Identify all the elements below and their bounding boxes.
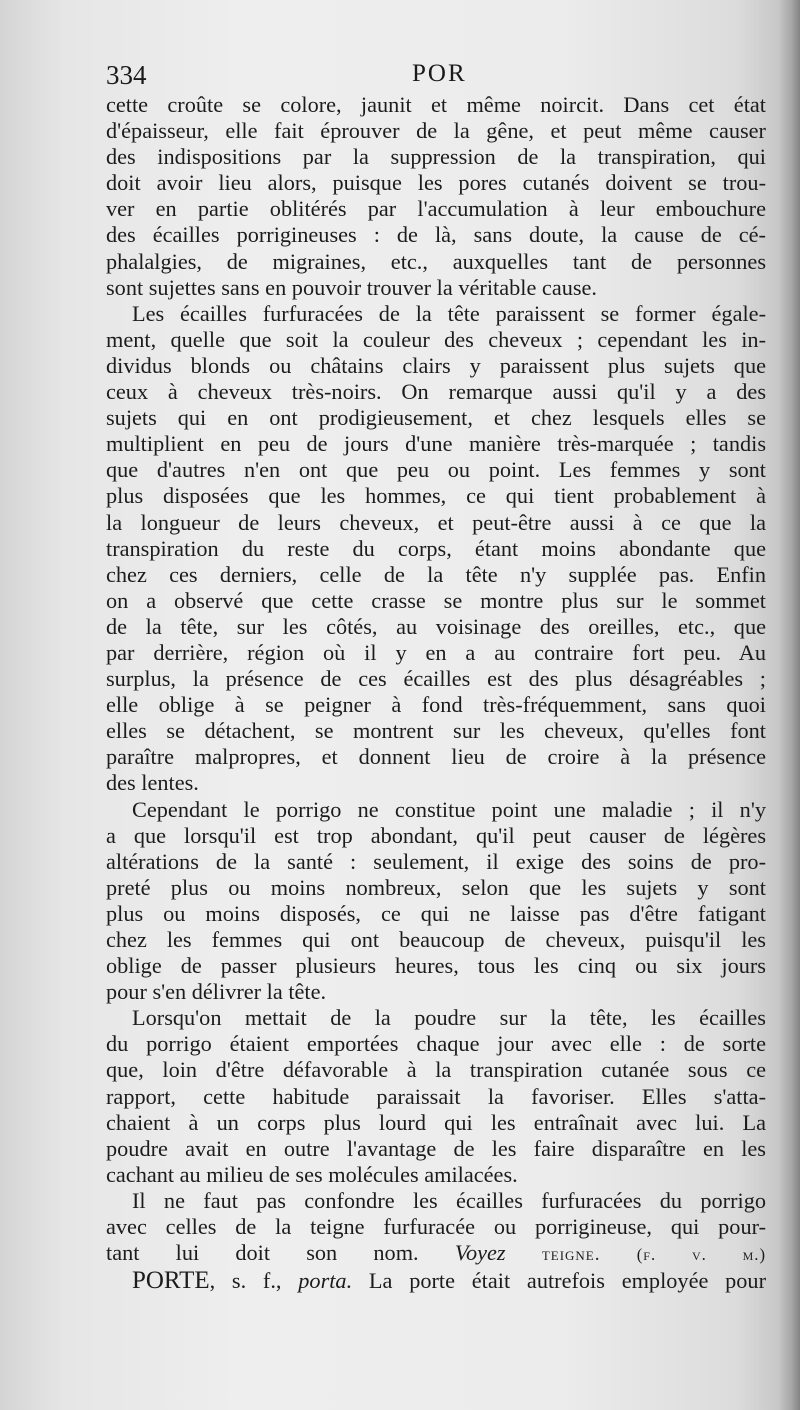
text-line: d'épaisseur, elle fait éprouver de la gêne, et peut même causer	[106, 118, 766, 144]
text-line: oblige de passer plusieurs heures, tous les cinq ou six jours	[106, 953, 766, 979]
paragraph-5	[106, 1188, 766, 1268]
text-line: surplus, la présence de ces écailles est des plus désagréables ;	[106, 666, 766, 692]
text-line: par derrière, région où il y en a au contraire fort peu. Au	[106, 639, 766, 665]
text-line: ver en partie oblitérés par l'accumulation à leur embouchure	[106, 196, 766, 222]
entry-grammar: , s. f.,	[209, 1268, 299, 1294]
dictionary-entry	[106, 1268, 766, 1294]
text-segment: tant lui doit son nom.	[106, 1240, 419, 1266]
text-line: pour s'en délivrer la tête.	[106, 979, 327, 1005]
text-line: altérations de la santé : seulement, il exige des soins de pro-	[106, 848, 766, 874]
text-line: avec celles de la teigne furfuracée ou porrigineuse, qui pour-	[106, 1214, 766, 1240]
entry-latin: porta.	[298, 1268, 353, 1294]
text-line: a que lorsqu'il est trop abondant, qu'il peut causer de légères	[106, 822, 766, 848]
entry-line	[106, 1268, 766, 1294]
text-line: paraître malpropres, et donnent lieu de croire à la présence	[106, 744, 766, 770]
body-text	[106, 92, 766, 1294]
page-number: 334	[106, 60, 147, 90]
text-line: la longueur de leurs cheveux, et peut-être aussi à ce que la	[106, 509, 766, 535]
text-line: ment, quelle que soit la couleur des cheveux ; cependant les in-	[106, 326, 766, 352]
text-line: transpiration du reste du corps, étant moins abondante que	[106, 535, 766, 561]
paragraph-3	[106, 797, 766, 1006]
text-line: multiplient en peu de jours d'une manière très-marquée ; tandis	[106, 431, 766, 457]
author-signature: (f. v. m.)	[636, 1245, 767, 1265]
text-line: que d'autres n'en ont que peu ou point. Les femmes y sont	[106, 457, 766, 483]
cross-reference-link[interactable]: teigne.	[541, 1244, 601, 1266]
text-line: Les écailles furfuracées de la tête paraissent se former égale-	[132, 300, 766, 326]
text-line: chez ces derniers, celle de la tête n'y supplée pas. Enfin	[106, 561, 766, 587]
see-also-label: Voyez	[454, 1240, 506, 1266]
page-header	[106, 60, 766, 90]
page-edge-shadow	[778, 0, 800, 1410]
text-line: elles se détachent, se montrent sur les cheveux, qu'elles font	[106, 718, 766, 744]
text-line: preté plus ou moins nombreux, selon que les sujets y sont	[106, 874, 766, 900]
text-line: plus ou moins disposés, ce qui ne laisse pas d'être fatigant	[106, 900, 766, 926]
text-line: Lorsqu'on mettait de la poudre sur la tête, les écailles	[132, 1005, 766, 1031]
text-line: chez les femmes qui ont beaucoup de cheveux, puisqu'il les	[106, 927, 766, 952]
paragraph-2	[106, 301, 766, 797]
text-line: Il ne faut pas confondre les écailles furfuracées du porrigo	[132, 1187, 766, 1213]
text-line: doit avoir lieu alors, puisque les pores cutanés doivent se trou-	[106, 170, 766, 196]
text-line-with-reference	[106, 1240, 766, 1268]
text-line: cachant au milieu de ses molécules amilacées.	[106, 1161, 518, 1187]
paragraph-1	[106, 92, 766, 301]
text-line: chaient à un corps plus lourd qui les entraînait avec lui. La	[106, 1109, 766, 1135]
text-line: sujets qui en ont prodigieusement, et chez lesquels elles se	[106, 405, 766, 431]
text-line: des lentes.	[106, 770, 199, 796]
text-line: que, loin d'être défavorable à la transpiration cutanée sous ce	[106, 1057, 766, 1083]
text-line: plus disposées que les hommes, ce qui tient probablement à	[106, 483, 766, 509]
text-line: des écailles porrigineuses : de là, sans doute, la cause de cé-	[106, 222, 766, 248]
running-head: POR	[412, 60, 467, 87]
entry-headword: PORTE	[132, 1267, 210, 1295]
text-line: elle oblige à se peigner à fond très-fréquemment, sans quoi	[106, 692, 766, 718]
entry-text: La porte était autrefois employée pour	[352, 1268, 766, 1294]
text-line: on a observé que cette crasse se montre plus sur le sommet	[106, 587, 766, 613]
text-line: cette croûte se colore, jaunit et même noircit. Dans cet état	[106, 92, 766, 117]
text-line: du porrigo étaient emportées chaque jour avec elle : de sorte	[106, 1031, 766, 1057]
text-line: dividus blonds ou châtains clairs y paraissent plus sujets que	[106, 352, 766, 378]
paragraph-4	[106, 1005, 766, 1188]
text-line: de la tête, sur les côtés, au voisinage des oreilles, etc., que	[106, 613, 766, 639]
text-line: poudre avait en outre l'avantage de les faire disparaître en les	[106, 1135, 766, 1161]
text-line: sont sujettes sans en pouvoir trouver la véritable cause.	[106, 274, 598, 300]
text-line: rapport, cette habitude paraissait la favoriser. Elles s'atta-	[106, 1083, 766, 1109]
text-line: Cependant le porrigo ne constitue point une maladie ; il n'y	[132, 796, 766, 822]
text-line: des indispositions par la suppression de la transpiration, qui	[106, 144, 766, 170]
text-line: phalalgies, de migraines, etc., auxquelles tant de personnes	[106, 248, 766, 274]
text-line: ceux à cheveux très-noirs. On remarque aussi qu'il y a des	[106, 379, 766, 405]
